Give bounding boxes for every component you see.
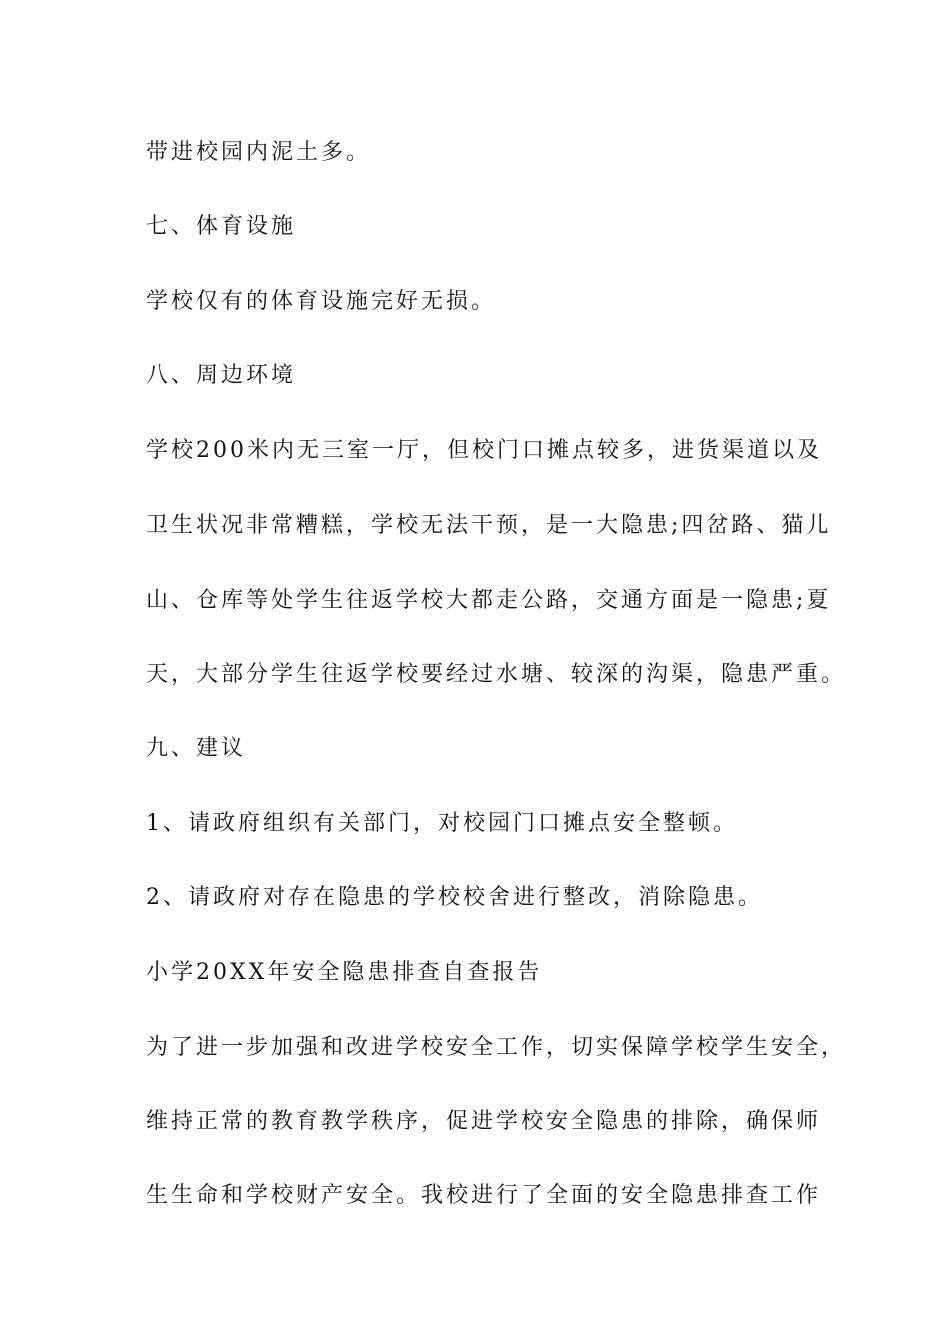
paragraph-line: 为了进一步加强和改进学校安全工作，切实保障学校学生安全， <box>146 1035 847 1060</box>
paragraph-line: 天，大部分学生往返学校要经过水塘、较深的沟渠，隐患严重。 <box>146 662 847 687</box>
paragraph-line: 学校仅有的体育设施完好无损。 <box>146 289 497 314</box>
list-item: 2、请政府对存在隐患的学校校舍进行整改，消除隐患。 <box>146 885 763 910</box>
paragraph-line: 卫生状况非常糟糕，学校无法干预，是一大隐患;四岔路、猫儿 <box>146 513 832 538</box>
paragraph-line: 带进校园内泥土多。 <box>146 140 372 165</box>
paragraph-line: 生生命和学校财产安全。我校进行了全面的安全隐患排查工作 <box>146 1183 822 1208</box>
list-item: 1、请政府组织有关部门，对校园门口摊点安全整顿。 <box>146 811 738 836</box>
section-heading: 七、体育设施 <box>146 214 297 239</box>
paragraph-line: 山、仓库等处学生往返学校大都走公路，交通方面是一隐患;夏 <box>146 588 832 613</box>
section-heading: 九、建议 <box>146 736 247 761</box>
paragraph-line: 学校200米内无三室一厅，但校门口摊点较多，进货渠道以及 <box>146 438 822 463</box>
paragraph-line: 维持正常的教育教学秩序，促进学校安全隐患的排除，确保师 <box>146 1109 822 1134</box>
report-title: 小学20XX年安全隐患排查自查报告 <box>146 960 543 985</box>
section-heading: 八、周边环境 <box>146 363 297 388</box>
